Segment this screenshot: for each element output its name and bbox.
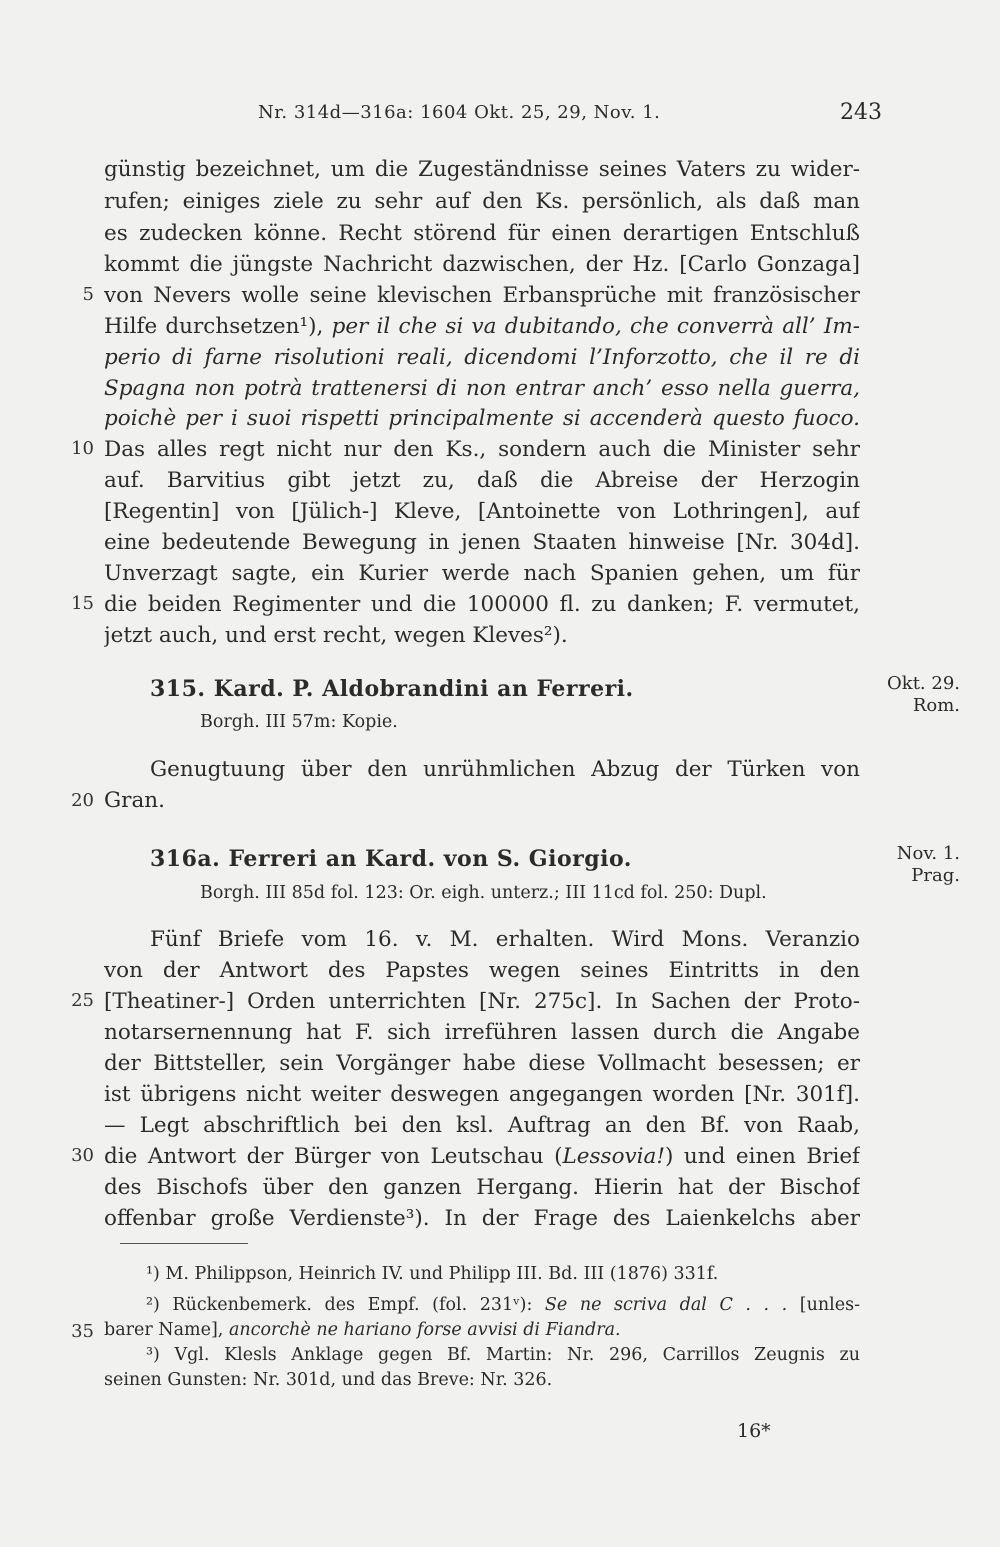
line-number: 15 — [71, 593, 94, 614]
body-line: rufen; einiges ziele zu sehr auf den Ks. persönlich, als daß man — [104, 189, 860, 214]
body-line: offenbar große Verdienste³). In der Frage des Laienkelchs aber — [104, 1206, 860, 1231]
line-number: 10 — [71, 438, 94, 459]
body-line: notarsernennung hat F. sich irreführen lassen durch die Angabe — [104, 1020, 860, 1045]
margin-date-315 — [870, 673, 960, 717]
footnote-text: [unles- — [787, 1295, 860, 1315]
body-line: der Bittsteller, sein Vorgänger habe diese Vollmacht besessen; er — [104, 1051, 860, 1076]
body-line: von der Antwort des Papstes wegen seines Eintritts in den — [104, 958, 860, 983]
body-line-italic: perio di farne risolutioni reali, dicendomi l’Inforzotto, che il re di — [104, 345, 860, 370]
body-line: Fünf Briefe vom 16. v. M. erhalten. Wird Mons. Veranzio — [150, 927, 860, 952]
page-number: 243 — [840, 100, 882, 125]
body-line: Genugtuung über den unrühmlichen Abzug der Türken von — [150, 757, 860, 782]
body-line: eine bedeutende Bewegung in jenen Staaten hinweise [Nr. 304d]. — [104, 530, 860, 555]
source-note-315: Borgh. III 57m: Kopie. — [200, 712, 398, 732]
body-line: Gran. — [104, 788, 165, 813]
line-number: 20 — [71, 790, 94, 811]
footnote-italic: Se ne scriva dal C . . . — [544, 1295, 788, 1315]
body-line — [104, 1142, 860, 1172]
margin-date: Okt. 29. — [887, 673, 960, 694]
body-text: ) und einen Brief — [665, 1144, 860, 1169]
body-line: Das alles regt nicht nur den Ks., sondern auch die Minister sehr — [104, 437, 860, 462]
running-header: Nr. 314d—316a: 1604 Okt. 25, 29, Nov. 1. — [258, 102, 661, 123]
body-line: günstig bezeichnet, um die Zugeständnisse seines Vaters zu wider- — [104, 157, 860, 182]
body-line: auf. Barvitius gibt jetzt zu, daß die Abreise der Herzogin — [104, 468, 860, 493]
body-line — [104, 312, 860, 342]
section-heading-315: 315. Kard. P. Aldobrandini an Ferreri. — [150, 676, 634, 702]
body-line: [Regentin] von [Jülich-] Kleve, [Antoinette von Lothringen], auf — [104, 499, 860, 524]
body-line: — Legt abschriftlich bei den ksl. Auftrag an den Bf. von Raab, — [104, 1113, 860, 1138]
body-line-italic: Spagna non potrà trattenersi di non entrar anch’ esso nella guerra, — [104, 376, 860, 401]
italic-place-name: Lessovia! — [562, 1144, 665, 1169]
footnote-2 — [146, 1293, 860, 1317]
body-line-italic: poichè per i suoi rispetti principalmente si accenderà questo fuoco. — [104, 406, 860, 431]
body-text: die Antwort der Bürger von Leutschau ( — [104, 1144, 563, 1169]
body-line: von Nevers wolle seine klevischen Erbansprüche mit französischer — [104, 283, 860, 308]
footnote-italic: ancorchè ne hariano forse avvisi di Fiandra. — [228, 1320, 621, 1340]
line-number: 35 — [71, 1321, 94, 1342]
margin-date-316a — [870, 843, 960, 887]
body-line: [Theatiner-] Orden unterrichten [Nr. 275c]. In Sachen der Proto- — [104, 989, 860, 1014]
body-line: Unverzagt sagte, ein Kurier werde nach Spanien gehen, um für — [104, 561, 860, 586]
body-line: die beiden Regimenter und die 100000 fl. zu danken; F. vermutet, — [104, 592, 860, 617]
section-heading-316a: 316a. Ferreri an Kard. von S. Giorgio. — [150, 846, 632, 872]
signature-mark: 16* — [737, 1420, 771, 1442]
margin-date: Nov. 1. — [896, 843, 960, 864]
margin-place: Prag. — [911, 865, 960, 886]
body-line: des Bischofs über den ganzen Hergang. Hierin hat der Bischof — [104, 1175, 860, 1200]
footnote-3: ³) Vgl. Klesls Anklage gegen Bf. Martin: Nr. 296, Carrillos Zeugnis zu — [146, 1345, 860, 1365]
source-note-316a: Borgh. III 85d fol. 123: Or. eigh. unterz.; III 11cd fol. 250: Dupl. — [200, 883, 767, 903]
footnote-3-cont: seinen Gunsten: Nr. 301d, und das Breve: Nr. 326. — [104, 1370, 553, 1390]
body-line: es zudecken könne. Recht störend für einen derartigen Entschluß — [104, 221, 860, 246]
line-number: 30 — [71, 1145, 94, 1166]
footnote-1: ¹) M. Philippson, Heinrich IV. und Philipp III. Bd. III (1876) 331f. — [146, 1264, 719, 1284]
line-number: 25 — [71, 990, 94, 1011]
italian-quote: per il che si va dubitando, che converrà all’ Im- — [331, 314, 860, 339]
body-line: ist übrigens nicht weiter deswegen angegangen worden [Nr. 301f]. — [104, 1082, 860, 1107]
footnote-2-cont — [104, 1318, 860, 1342]
footnote-text: barer Name], — [104, 1320, 229, 1340]
line-number: 5 — [82, 284, 94, 305]
margin-place: Rom. — [912, 695, 960, 716]
body-line: jetzt auch, und erst recht, wegen Kleves²). — [104, 623, 568, 648]
body-line: kommt die jüngste Nachricht dazwischen, der Hz. [Carlo Gonzaga] — [104, 252, 860, 277]
footnote-rule — [120, 1243, 248, 1244]
footnote-text: ²) Rückenbemerk. des Empf. (fol. 231ᵛ): — [146, 1295, 545, 1315]
body-text: Hilfe durchsetzen¹), — [104, 314, 332, 339]
